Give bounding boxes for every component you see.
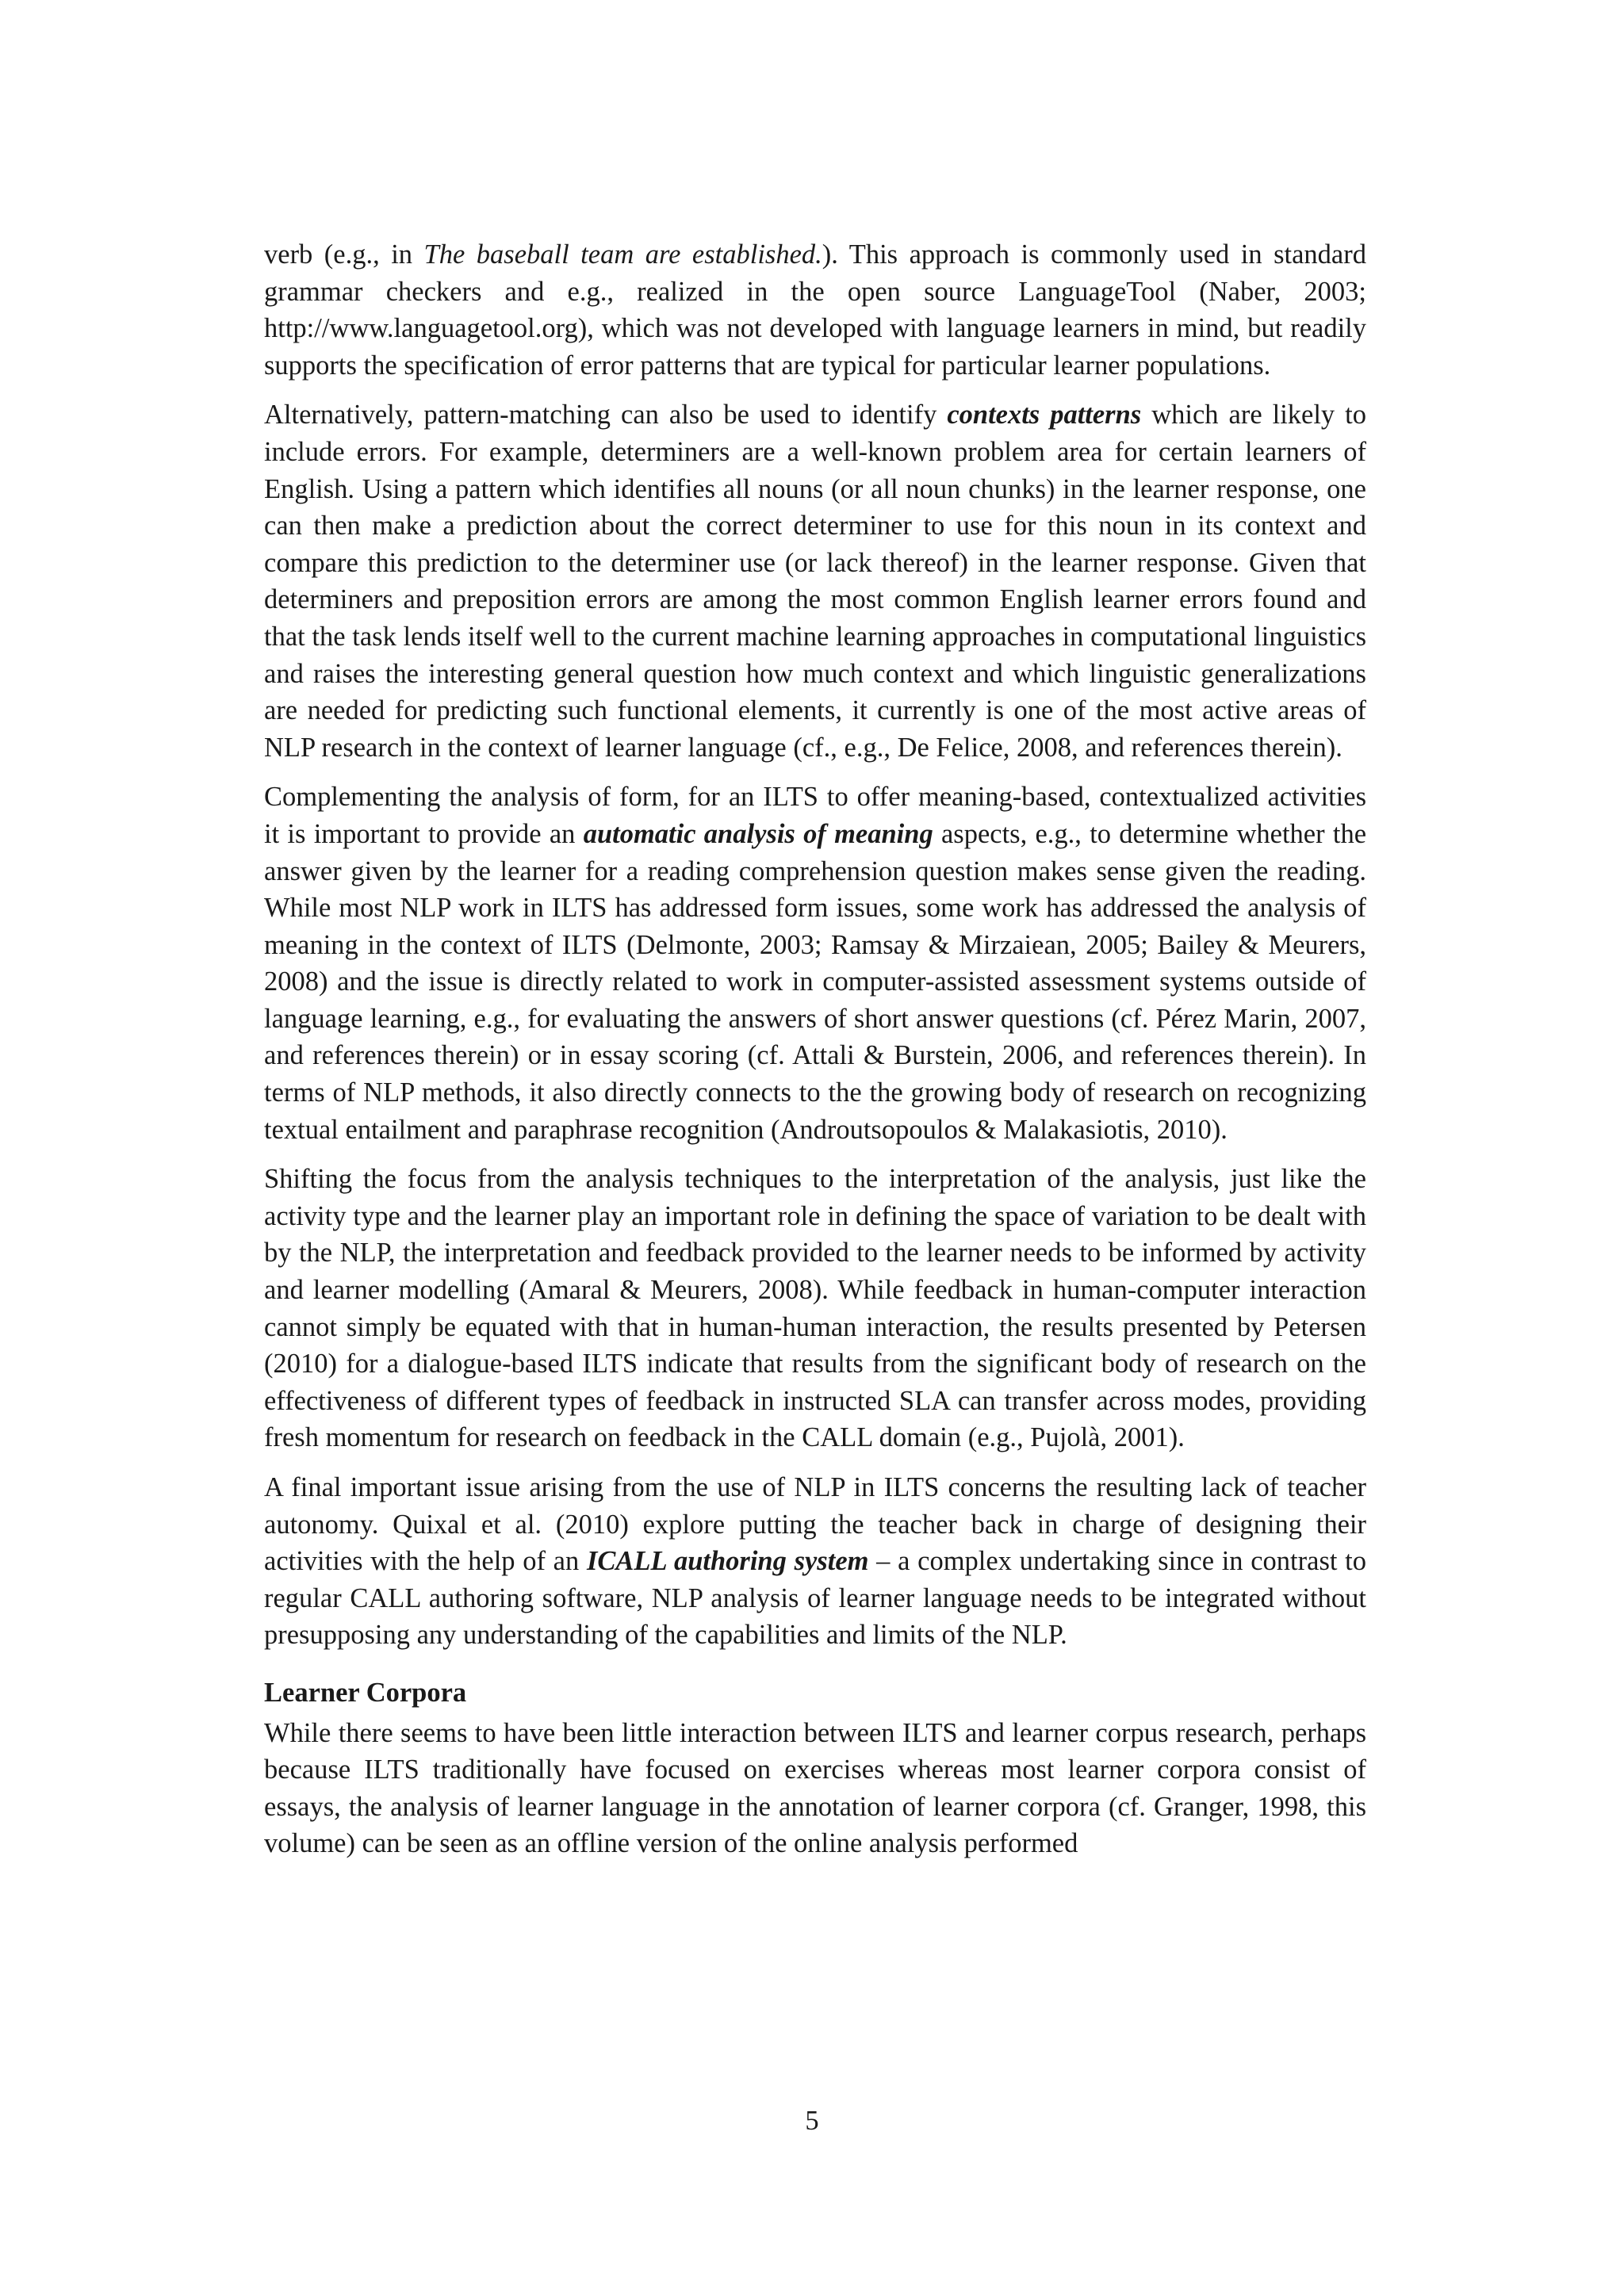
paragraph-5-text-cont: – a complex undertaking since in contrast to regular CALL authoring software, NLP analysis of learner language needs to be integrated without presupposing any understanding of the capabilities and limits of the NLP.	[264, 1546, 1366, 1651]
emphasis-term: automatic analysis of meaning	[583, 818, 933, 849]
main-text-column	[264, 236, 1366, 1875]
section-paragraph: While there seems to have been little interaction between ILTS and learner corpus research, perhaps because ILTS traditionally have focused on exercises whereas most learner corpora consist of essays, the analysis of learner language in the annotation of learner corpora (cf. Granger, 1998, this volume) can be seen as an offline version of the online analysis performed	[264, 1717, 1366, 1859]
page-number: 5	[805, 2106, 819, 2136]
paragraph-1	[264, 236, 1366, 384]
section-heading: Learner Corpora	[264, 1677, 467, 1708]
paragraph-3-text-cont: aspects, e.g., to determine whether the answer given by the learner for a reading comprehension question makes sense given the reading. While most NLP work in ILTS has addressed form issues, some work has addressed the analysis of meaning in the context of ILTS (Delmonte, 2003; Ramsay & Mirzaiean, 2005; Bailey & Meurers, 2008) and the issue is directly related to work in computer-assisted assessment systems outside of language learning, e.g., for evaluating the answers of short answer questions (cf. Pérez Marin, 2007, and references therein) or in essay scoring (cf. Attali & Burstein, 2006, and references therein). In terms of NLP methods, it also directly connects to the the growing body of research on recognizing textual entailment and paraphrase recognition (Androutsopoulos & Malakasiotis, 2010).	[264, 818, 1367, 1145]
paragraph-3-text: Complementing the analysis of form, for an ILTS to offer meaning-based, contextualized activities it is important to provide an	[264, 782, 1366, 849]
paragraph-5	[264, 1469, 1366, 1654]
paragraph-2-text-cont: which are likely to include errors. For example, determiners are a well-known problem area for certain learners of English. Using a pattern which identifies all nouns (or all noun chunks) in the learner response, one can then make a prediction about the correct determiner to use for this noun in its context and compare this prediction to the determiner use (or lack thereof) in the learner response. Given that determiners and preposition errors are among the most common English learner errors found and that the task lends itself well to the current machine learning approaches in computational linguistics and raises the interesting general question how much context and which linguistic generalizations are needed for predicting such functional elements, it currently is one of the most active areas of NLP research in the context of learner language (cf., e.g., De Felice, 2008, and references therein).	[264, 400, 1366, 763]
paragraph-1-text-cont: ). This approach is commonly used in standard grammar checkers and e.g., realized in the open source LanguageTool (Naber, 2003; http://www.languagetool.org), which was not developed with language learners in mind, but readily supports the specification of error patterns that are typical for particular learner populations.	[264, 239, 1366, 381]
example-sentence: The baseball team are established.	[423, 239, 822, 270]
emphasis-term: contexts patterns	[947, 400, 1142, 430]
paragraph-4	[264, 1161, 1366, 1456]
emphasis-term: ICALL authoring system	[586, 1546, 869, 1577]
paragraph-5-text: A final important issue arising from the use of NLP in ILTS concerns the resulting lack of teacher autonomy. Quixal et al. (2010) explore putting the teacher back in charge of designing their activities with the help of an	[264, 1472, 1366, 1577]
paragraph-1-text: verb (e.g., in	[264, 239, 424, 270]
paragraph-3	[264, 779, 1366, 1148]
paragraph-2-text: Alternatively, pattern-matching can also be used to identify	[264, 400, 948, 430]
paragraph-4-text: Shifting the focus from the analysis techniques to the interpretation of the analysis, just like the activity type and the learner play an important role in defining the space of variation to be dealt with by the NLP, the interpretation and feedback provided to the learner needs to be informed by activity and learner modelling (Amaral & Meurers, 2008). While feedback in human-computer interaction cannot simply be equated with that in human-human interaction, the results presented by Petersen (2010) for a dialogue-based ILTS indicate that results from the significant body of research on the effectiveness of different types of feedback in instructed SLA can transfer across modes, providing fresh momentum for research on feedback in the CALL domain (e.g., Pujolà, 2001).	[264, 1164, 1366, 1453]
paragraph-2	[264, 396, 1366, 766]
